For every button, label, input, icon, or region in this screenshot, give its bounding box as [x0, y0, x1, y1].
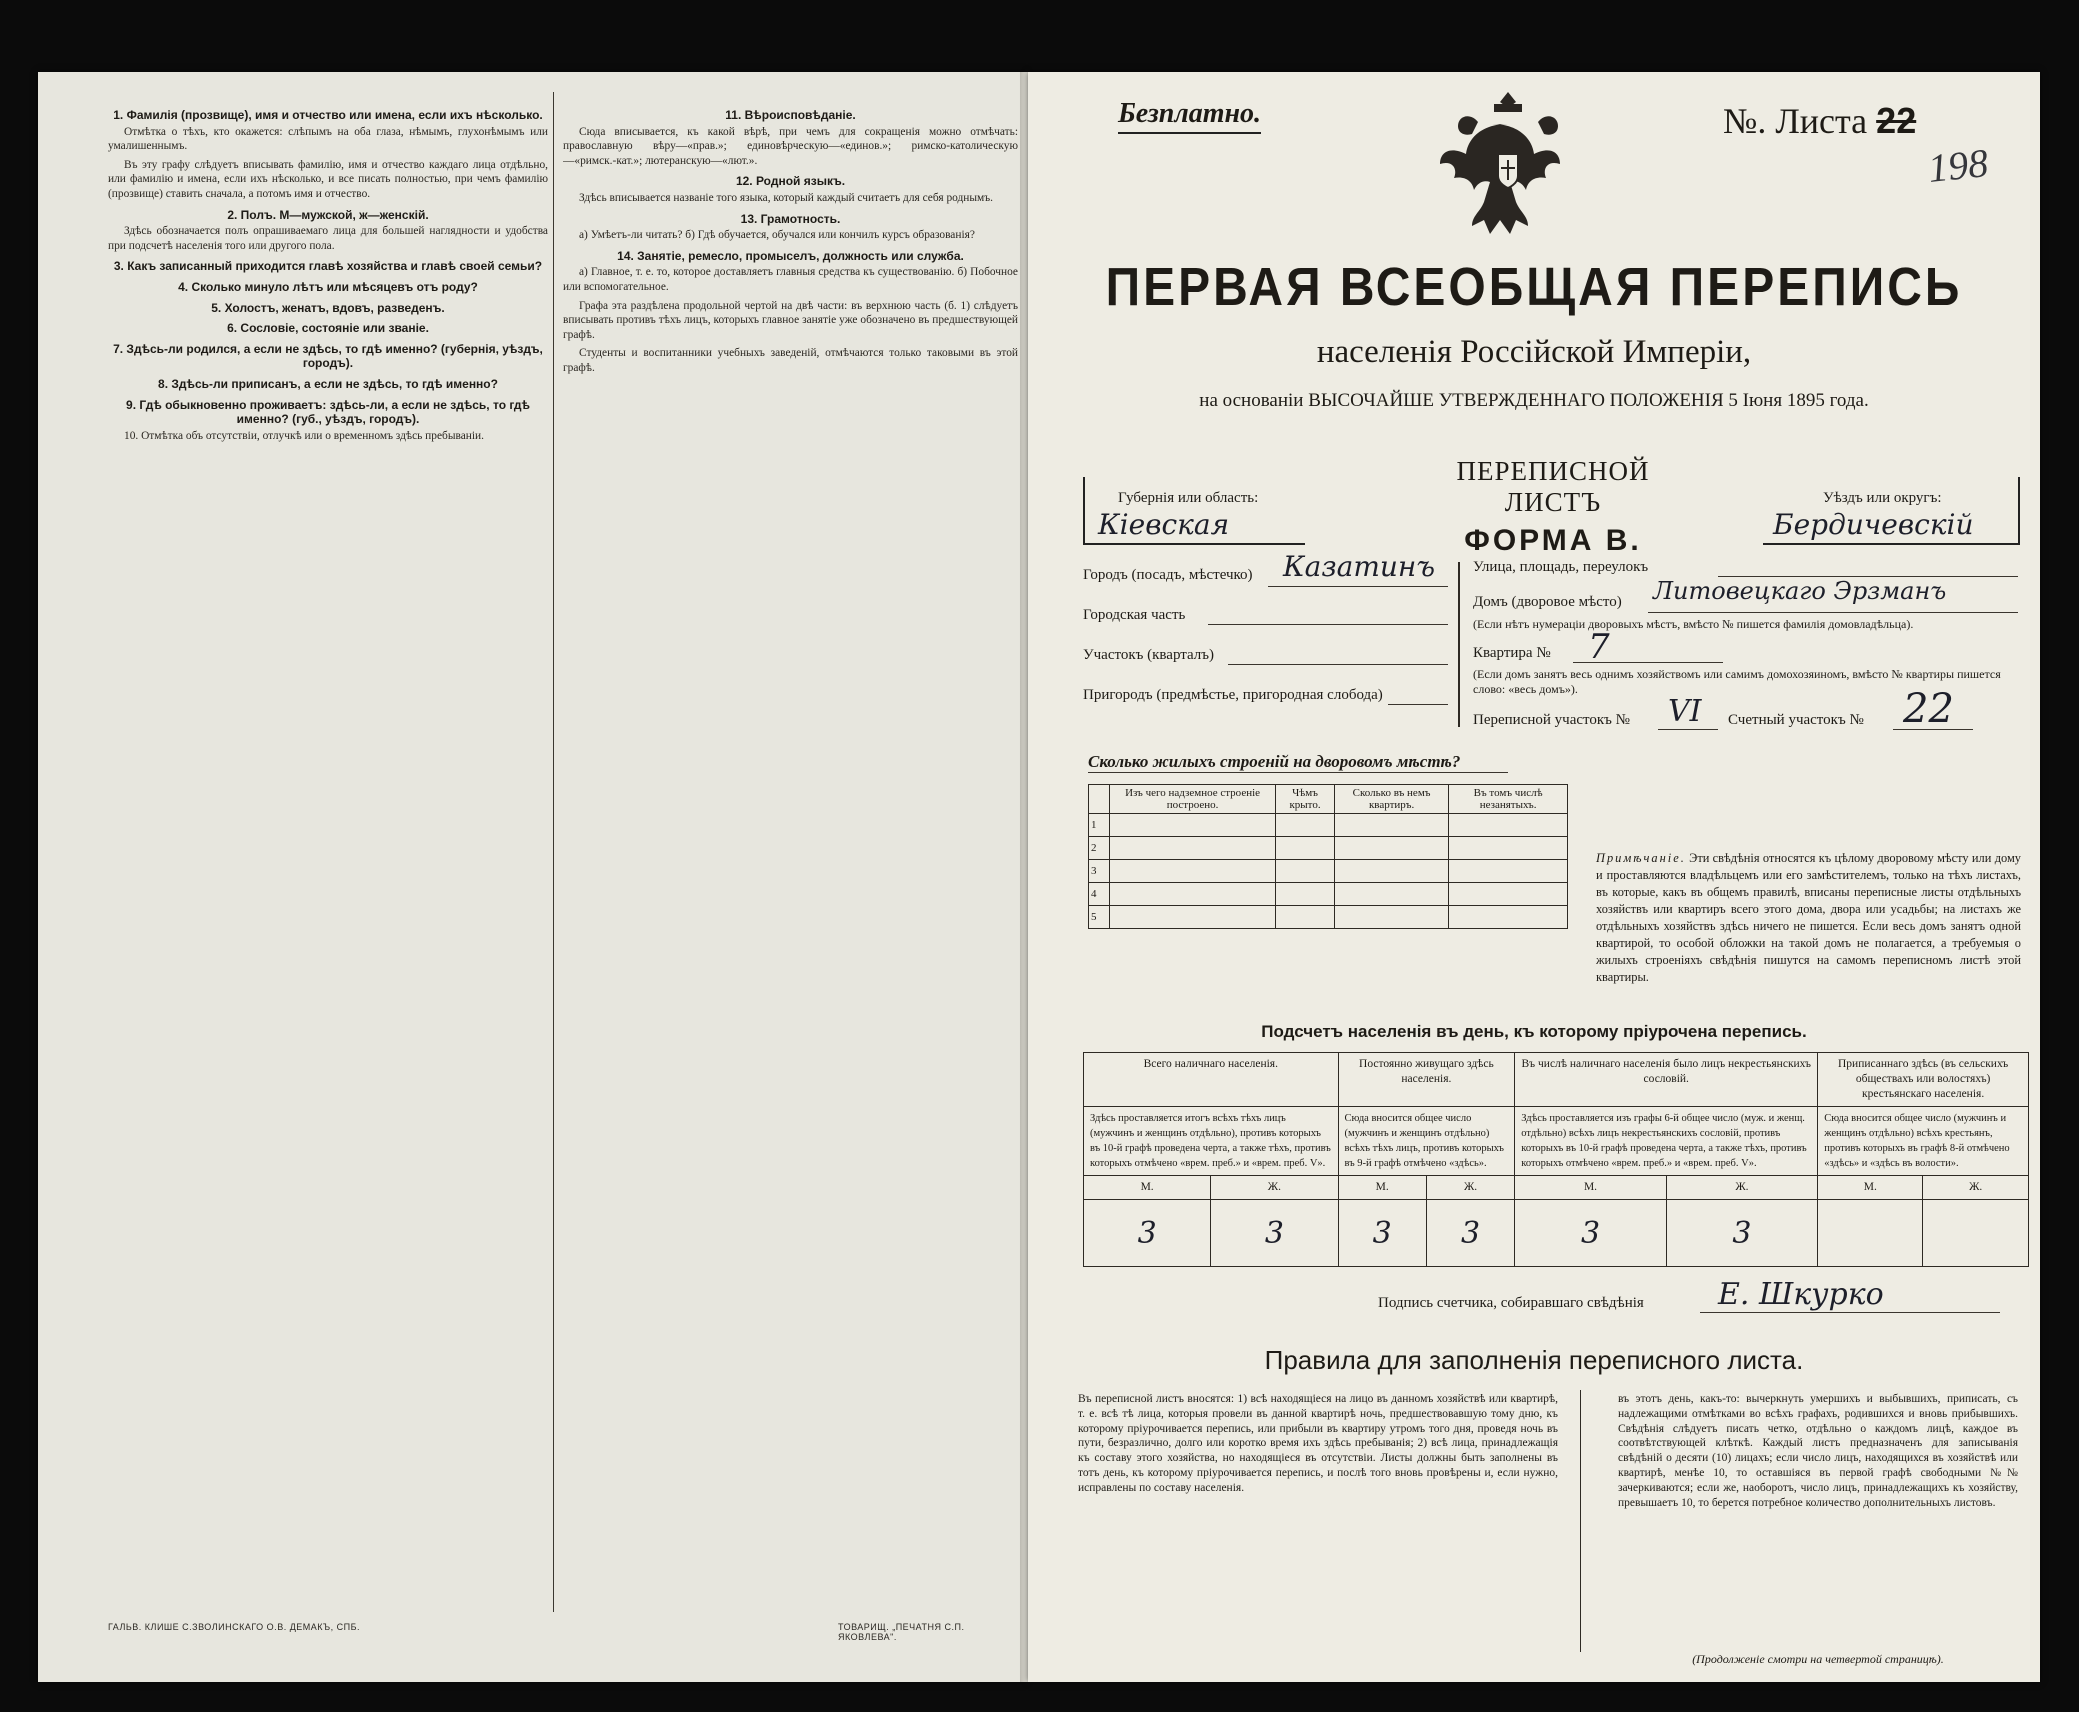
note-text: Эти свѣдѣнія относятся къ цѣлому дворовому мѣсту или дому и проставляются владѣльцемъ или его замѣстителемъ, только на тѣхъ листахъ, въ которые, какъ въ общемъ правилѣ, вписаны переписные листы отдѣльныхъ хозяйствъ или квартиръ всего этого дома, двора или усадьбы; на листахъ же отдѣльныхъ хозяйствъ здѣсь ничего не пишется. Если весь домъ занятъ одной квартирой, то особой обложки на такой домъ не полагается, а требуемыя о жилыхъ строеніяхъ свѣдѣнія пишутся на самомъ переписномъ листѣ этой квартиры.: [1596, 851, 2021, 984]
instruction-text: Графа эта раздѣлена продольной чертой на двѣ части: въ верхнюю часть (б. 1) слѣдуетъ вписывать противъ тѣхъ лицъ, которыхъ главное занятіе уже обозначено въ предшествующей графѣ.: [563, 299, 1018, 341]
count-column-description: Здѣсь проставляется итогъ всѣхъ тѣхъ лицъ (мужчинъ и женщинъ отдѣльно), противъ которыхъ въ 10-й графѣ проведена черта, а также тѣхъ, противъ которыхъ отмѣчено «врем. преб.» и «врем. преб. V».: [1084, 1107, 1339, 1176]
instruction-heading: 4. Сколько минуло лѣтъ или мѣсяцевъ отъ роду?: [178, 279, 478, 294]
buildings-row-number: 1: [1089, 814, 1110, 837]
population-count-title: Подсчетъ населенія въ день, къ которому пріурочена перепись.: [1261, 1022, 1807, 1041]
instruction-heading: 8. Здѣсь-ли приписанъ, а если не здѣсь, то гдѣ именно?: [158, 376, 498, 391]
city-part-line: [1208, 624, 1448, 625]
buildings-cell[interactable]: [1334, 814, 1448, 837]
instruction-text: Сюда вписывается, къ какой вѣрѣ, при чемъ для сокращенія можно отмѣчать: православную вѣру—«прав.»; единовѣрческую—«единов.»; римско-католическую—«римск.-кат.»; лютеранскую—«лют.».: [563, 125, 1018, 167]
buildings-cell[interactable]: [1110, 860, 1276, 883]
buildings-column-header: Въ томъ числѣ незанятыхъ.: [1449, 785, 1568, 814]
suburb-label: Пригородъ (предмѣстье, пригородная слобода): [1083, 687, 1383, 703]
buildings-cell[interactable]: [1276, 906, 1335, 929]
double-headed-eagle-emblem: [1438, 84, 1578, 254]
buildings-cell[interactable]: [1449, 837, 1568, 860]
population-count-table: [1083, 1052, 2029, 1267]
buildings-cell[interactable]: [1449, 883, 1568, 906]
instruction-section: [108, 108, 548, 154]
instruction-section: [563, 249, 1018, 295]
instruction-section: [108, 321, 548, 336]
buildings-column-header: Чѣмъ крыто.: [1276, 785, 1335, 814]
buildings-cell[interactable]: [1334, 906, 1448, 929]
buildings-cell[interactable]: [1334, 883, 1448, 906]
instruction-heading: 5. Холостъ, женатъ, вдовъ, разведенъ.: [211, 300, 445, 315]
count-column-header: Приписаннаго здѣсь (въ сельскихъ обществахъ или волостяхъ) крестьянскаго населенія.: [1818, 1053, 2029, 1107]
instruction-section: [108, 398, 548, 444]
instruction-text: Здѣсь вписывается названіе того языка, который каждый считаетъ для себя роднымъ.: [579, 191, 993, 204]
instruction-section: [563, 299, 1018, 343]
rules-divider: [1580, 1390, 1581, 1652]
form-title: [1423, 456, 1683, 558]
count-value[interactable]: 3: [1426, 1200, 1514, 1267]
house-line: [1648, 612, 2018, 613]
buildings-row: [1089, 883, 1568, 906]
rules-column-1: [1078, 1392, 1558, 1662]
instruction-text: а) Умѣетъ-ли читать? б) Гдѣ обучается, обучался или кончилъ курсъ образованія?: [579, 229, 975, 242]
buildings-cell[interactable]: [1449, 814, 1568, 837]
signature-line: [1700, 1312, 2000, 1313]
count-value[interactable]: [1818, 1200, 1923, 1267]
left-page: [38, 72, 1026, 1682]
counting-district-label: Счетный участокъ №: [1728, 712, 1864, 728]
instruction-heading: 9. Гдѣ обыкновенно проживаетъ: здѣсь-ли, а если не здѣсь, то гдѣ именно? (губ., уѣздъ, городъ).: [126, 397, 530, 427]
buildings-cell[interactable]: [1276, 883, 1335, 906]
instruction-heading: 7. Здѣсь-ли родился, а если не здѣсь, то гдѣ именно? (губернія, уѣздъ, городъ).: [113, 341, 543, 371]
census-subtitle: населенія Россійской Имперіи,: [1316, 334, 1752, 370]
buildings-title-line: [1088, 772, 1508, 773]
instruction-heading: 12. Родной языкъ.: [735, 174, 846, 189]
sheet-number-label: №. Листа: [1723, 101, 1868, 141]
count-column-description: Сюда вносится общее число (мужчинъ и женщинъ отдѣльно) всѣхъ крестьянъ, противъ которыхъ въ графѣ 8-й отмѣчено «здѣсь» и «здѣсь въ волости».: [1818, 1107, 2029, 1176]
form-title-label: ПЕРЕПИСНОЙ ЛИСТЪ: [1456, 456, 1650, 517]
rules-text-1: Въ переписной листъ вносятся: 1) всѣ находящіеся на лицо въ данномъ хозяйствѣ или квартирѣ, т. е. всѣ тѣ лица, которыя провели въ данной квартирѣ ночь, предшествовавшую тому дню, къ которому пріурочивается перепись, или прибыли въ квартиру утромъ того дня, проведя ночь въ пути, безразлично, долго или коротко время ихъ здѣсь пребыванія; 2) всѣ лица, принадлежащія къ составу этого хозяйства, но находящіеся въ отсутствіи. Листы должны быть заполнены въ тотъ день, къ которому пріурочивается перепись, и послѣ того вновь провѣрены и, если нужно, исправлены по составу населенія.: [1078, 1393, 1558, 1494]
buildings-column-header: Сколько въ немъ квартиръ.: [1334, 785, 1448, 814]
instruction-text: Студенты и воспитанники учебныхъ заведеній, отмѣчаются только таковыми въ этой графѣ.: [563, 347, 1018, 374]
buildings-row-number: 4: [1089, 883, 1110, 906]
instruction-text: Въ эту графу слѣдуетъ вписывать фамилію, имя и отчество каждаго лица отдѣльно, или фамилію и имена, если ихъ нѣсколько, и все писать полностью, при чемъ фамилію (прозвище) ставить сначала, а потомъ имя и отчество.: [108, 158, 548, 200]
female-header: Ж.: [1426, 1176, 1514, 1200]
city-label: Городъ (посадъ, мѣстечко): [1083, 567, 1253, 583]
buildings-row: [1089, 860, 1568, 883]
signature-label: Подпись счетчика, собиравшаго свѣдѣнія: [1378, 1295, 1644, 1311]
buildings-note: [1596, 850, 2021, 986]
instruction-section: [108, 301, 548, 316]
count-column-header: Всего наличнаго населенія.: [1084, 1053, 1339, 1107]
counting-district-value[interactable]: 22: [1903, 686, 1954, 732]
column-divider: [553, 92, 554, 1612]
imprint-left: ГАЛЬВ. КЛИШЕ С.ЗВОЛИНСКАГО О.В. ДЕМАКЪ, СПБ.: [108, 1622, 361, 1632]
instructions-column-1: [108, 102, 548, 1602]
buildings-table: [1088, 784, 1568, 929]
suburb-line: [1388, 704, 1448, 705]
city-part-label: Городская часть: [1083, 607, 1186, 623]
count-value[interactable]: 3: [1515, 1200, 1666, 1267]
house-label: Домъ (дворовое мѣсто): [1473, 594, 1622, 610]
instructions-column-2: [563, 102, 1018, 1602]
city-value[interactable]: Казатинъ: [1283, 550, 1436, 583]
buildings-cell[interactable]: [1110, 837, 1276, 860]
female-header: Ж.: [1923, 1176, 2029, 1200]
instruction-text: а) Главное, т. е. то, которое доставляетъ главныя средства къ существованію. б) Побочное или вспомогательное.: [563, 266, 1018, 293]
buildings-row: [1089, 837, 1568, 860]
buildings-row-number: 3: [1089, 860, 1110, 883]
instruction-section: [563, 108, 1018, 168]
instruction-heading: 3. Какъ записанный приходится главѣ хозяйства и главѣ своей семьи?: [113, 259, 543, 274]
census-district-line: [1658, 729, 1718, 730]
city-line: [1268, 586, 1448, 587]
count-value[interactable]: 3: [1084, 1200, 1211, 1267]
male-header: М.: [1338, 1176, 1426, 1200]
instruction-text: 10. Отмѣтка объ отсутствіи, отлучкѣ или о временномъ здѣсь пребываніи.: [124, 429, 484, 442]
instruction-heading: 11. Вѣроисповѣданіе.: [725, 108, 856, 122]
rules-text-2: въ этотъ день, какъ-то: вычеркнуть умершихъ и выбывшихъ, приписать, съ надлежащими отмѣтками во всѣхъ графахъ, родившихся и вновь прибывшихъ. Свѣдѣнія слѣдуетъ писать четко, отдѣльно о каждомъ лицѣ, каждое въ соотвѣтствующей клѣткѣ. Каждый листъ предназначенъ для записыванія свѣдѣній о десяти (10) лицахъ; если число лицъ, находящихся въ хозяйствѣ или квартирѣ, менѣе 10, то оставшіяся въ первой графѣ свободными №№ зачеркиваются; если же, наоборотъ, число лицъ, принадлежащихъ къ хозяйству, превышаетъ 10, то берется потребное количество дополнительныхъ листовъ.: [1618, 1393, 2018, 1509]
male-header: М.: [1084, 1176, 1211, 1200]
house-value[interactable]: Литовецкаго Эрзманъ: [1653, 577, 1947, 605]
buildings-row: [1089, 906, 1568, 929]
free-label: Безплатно.: [1118, 98, 1261, 134]
female-header: Ж.: [1211, 1176, 1338, 1200]
instruction-heading: 14. Занятіе, ремесло, промыселъ, должность или служба.: [617, 248, 964, 263]
census-district-value[interactable]: VI: [1668, 694, 1702, 729]
count-value[interactable]: 3: [1338, 1200, 1426, 1267]
count-value[interactable]: 3: [1666, 1200, 1817, 1267]
census-title: ПЕРВАЯ ВСЕОБЩАЯ ПЕРЕПИСЬ: [1105, 257, 1963, 318]
census-basis: на основаніи ВЫСОЧАЙШЕ УТВЕРЖДЕННАГО ПОЛОЖЕНІЯ 5 Іюня 1895 года.: [1199, 390, 1869, 411]
form-name: ФОРМА В.: [1464, 524, 1642, 557]
census-district-label: Переписной участокъ №: [1473, 712, 1630, 728]
apartment-value[interactable]: 7: [1588, 627, 1610, 667]
sheet-number-struck: 22: [1876, 100, 1917, 141]
buildings-cell[interactable]: [1334, 860, 1448, 883]
uezd-label: Уѣздъ или округъ:: [1823, 490, 1942, 506]
district-label: Участокъ (кварталъ): [1083, 647, 1215, 663]
rules-title: Правила для заполненія переписного листа.: [1264, 1345, 1804, 1375]
instruction-section: [563, 174, 1018, 205]
instruction-section: [563, 346, 1018, 375]
buildings-cell[interactable]: [1276, 837, 1335, 860]
male-header: М.: [1515, 1176, 1666, 1200]
apartment-note: (Если домъ занятъ весь однимъ хозяйствомъ или самимъ домохозяиномъ, вмѣсто № квартиры пишется слово: «весь домъ»).: [1473, 667, 2001, 696]
buildings-cell[interactable]: [1449, 906, 1568, 929]
rules-column-2: [1618, 1392, 2018, 1662]
uezd-value[interactable]: Бердичевскій: [1773, 508, 1974, 541]
male-header: М.: [1818, 1176, 1923, 1200]
buildings-title: Сколько жилыхъ строеній на дворовомъ мѣстѣ?: [1088, 752, 1461, 771]
instruction-heading: 2. Полъ. М—мужской, ж—женскій.: [227, 207, 429, 222]
sheet-number: [1723, 100, 1916, 142]
rules-continued: (Продолженіе смотри на четвертой страницѣ).: [1692, 1652, 1944, 1666]
gubernia-value[interactable]: Кіевская: [1098, 508, 1230, 541]
apartment-label: Квартира №: [1473, 645, 1551, 661]
buildings-index-header: [1089, 785, 1110, 814]
instruction-text: Отмѣтка о тѣхъ, кто окажется: слѣпымъ на оба глаза, нѣмымъ, глухонѣмымъ или умалишеннымъ.: [108, 125, 548, 153]
instruction-section: [563, 212, 1018, 243]
instruction-section: [108, 342, 548, 371]
instruction-text: Здѣсь обозначается полъ опрашиваемаго лица для большей наглядности и удобства при подсчетѣ населенія того или другого пола.: [108, 225, 548, 252]
buildings-column-header: Изъ чего надземное строеніе построено.: [1110, 785, 1276, 814]
handwritten-sheet-number: 198: [1925, 139, 1991, 192]
instruction-section: [108, 377, 548, 392]
buildings-row-number: 2: [1089, 837, 1110, 860]
count-value[interactable]: [1923, 1200, 2029, 1267]
instruction-section: [108, 280, 548, 295]
imprint-right: ТОВАРИЩ. „ПЕЧАТНЯ С.П. ЯКОВЛЕВА".: [838, 1622, 965, 1642]
female-header: Ж.: [1666, 1176, 1817, 1200]
count-column-header: Въ числѣ наличнаго населенія было лицъ некрестьянскихъ сословій.: [1515, 1053, 1818, 1107]
buildings-cell[interactable]: [1276, 860, 1335, 883]
instruction-section: [108, 208, 548, 254]
buildings-row: [1089, 814, 1568, 837]
count-column-header: Постоянно живущаго здѣсь населенія.: [1338, 1053, 1515, 1107]
buildings-cell[interactable]: [1110, 906, 1276, 929]
instruction-section: [108, 259, 548, 274]
instruction-heading: 6. Сословіе, состояніе или званіе.: [227, 321, 429, 336]
gubernia-label: Губернія или область:: [1118, 490, 1259, 506]
instruction-section: [108, 158, 548, 202]
note-heading: Примѣчаніе.: [1596, 851, 1686, 865]
buildings-cell[interactable]: [1334, 837, 1448, 860]
right-page: [1028, 72, 2040, 1682]
street-label: Улица, площадь, переулокъ: [1473, 559, 1649, 575]
buildings-cell[interactable]: [1449, 860, 1568, 883]
buildings-cell[interactable]: [1110, 814, 1276, 837]
buildings-cell[interactable]: [1110, 883, 1276, 906]
instruction-heading: 1. Фамилія (прозвище), имя и отчество или имена, если ихъ нѣсколько.: [113, 108, 543, 122]
district-line: [1228, 664, 1448, 665]
signature-value[interactable]: Е. Шкурко: [1718, 1277, 1884, 1312]
buildings-cell[interactable]: [1276, 814, 1335, 837]
house-note: (Если нѣтъ нумераціи дворовыхъ мѣстъ, вмѣсто № пишется фамилія домовладѣльца).: [1473, 617, 1914, 631]
instruction-heading: 13. Грамотность.: [740, 211, 841, 226]
buildings-row-number: 5: [1089, 906, 1110, 929]
count-column-description: Сюда вносится общее число (мужчинъ и женщинъ отдѣльно) всѣхъ тѣхъ лицъ, противъ которыхъ въ 9-й графѣ отмѣчено «здѣсь».: [1338, 1107, 1515, 1176]
count-value[interactable]: 3: [1211, 1200, 1338, 1267]
count-column-description: Здѣсь проставляется изъ графы 6-й общее число (муж. и женщ. отдѣльно) всѣхъ лицъ некрестьянскихъ сословій, противъ которыхъ въ 10-й графѣ проведена черта, а также тѣхъ, противъ которыхъ отмѣчено «врем. преб.» и «врем. преб. V».: [1515, 1107, 1818, 1176]
address-divider: [1458, 562, 1460, 727]
